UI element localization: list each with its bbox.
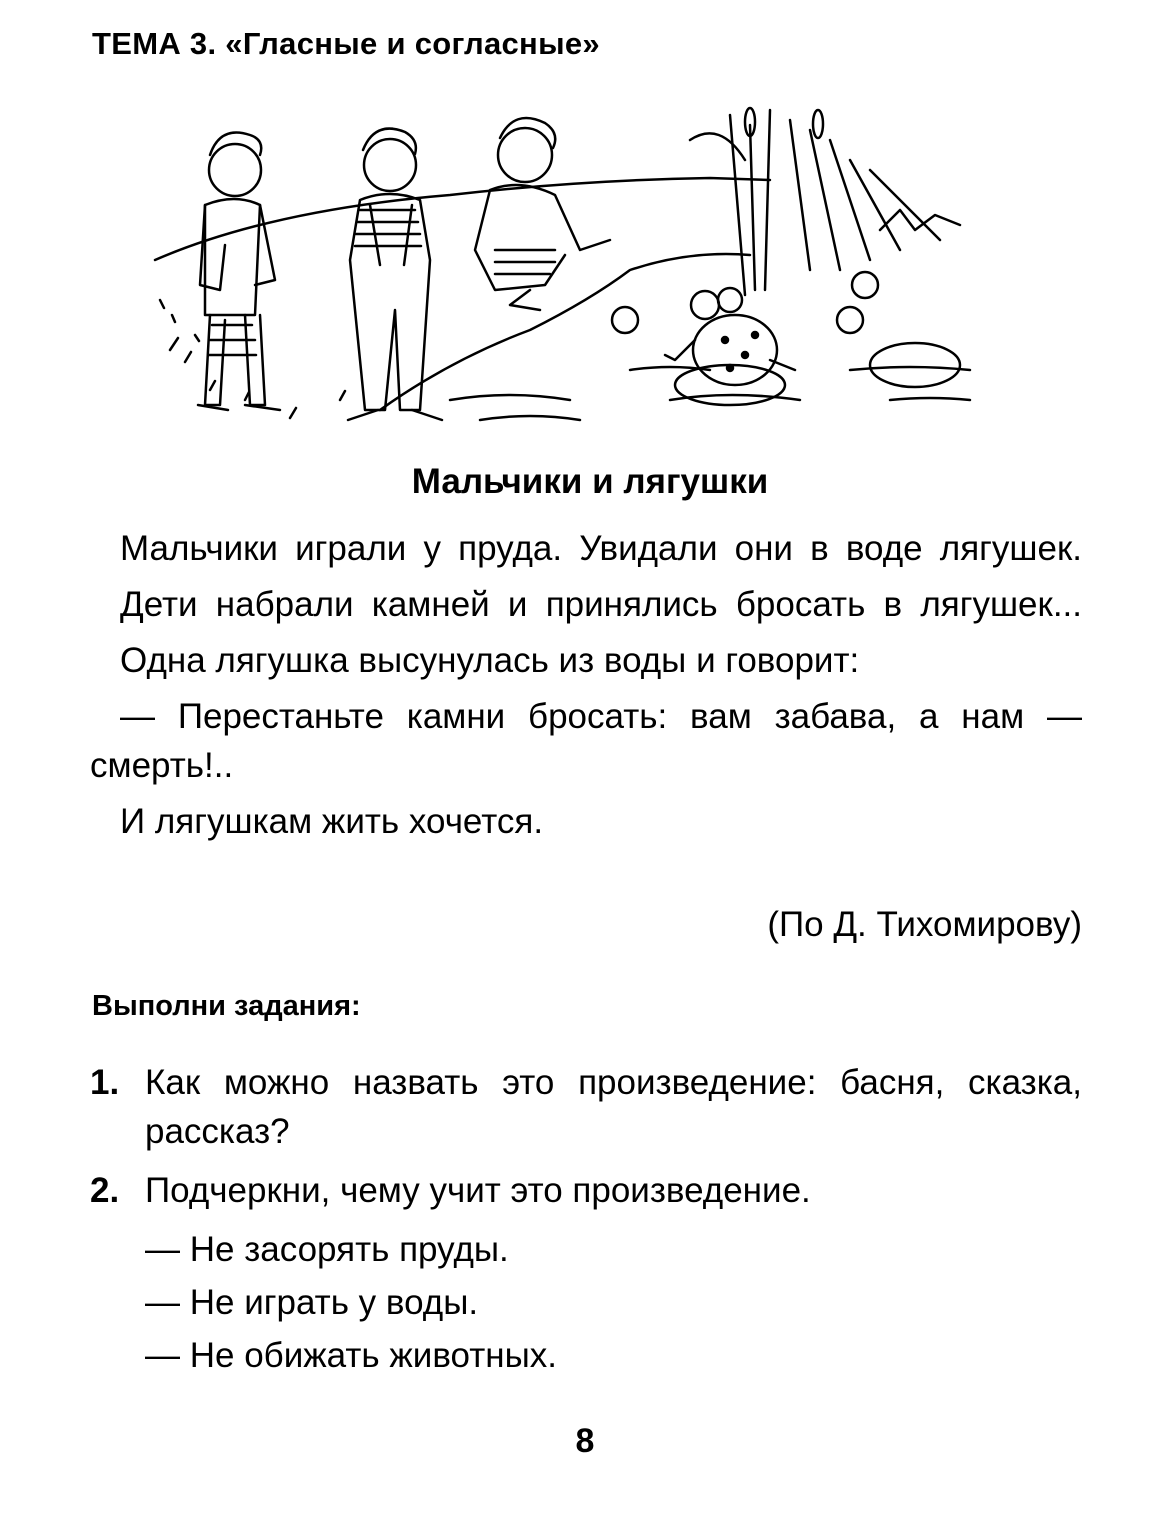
task-item: [90, 1058, 1082, 1156]
story-paragraph: Дети набрали камней и принялись бросать в лягушек...: [120, 585, 1082, 624]
frog-drawing: [665, 288, 795, 385]
boy-three-figure: [475, 118, 610, 310]
answer-option: — Не засорять пруды.: [145, 1230, 509, 1269]
task-number: 1.: [90, 1063, 120, 1102]
story-paragraph: — Перестаньте камни бросать: вам забава, а нам — смерть!..: [90, 697, 1082, 785]
boy-two-figure: [348, 129, 442, 420]
answer-option: — Не обижать животных.: [145, 1336, 557, 1375]
boy-one-figure: [198, 133, 280, 411]
reeds-drawing: [690, 108, 960, 295]
story-author: (По Д. Тихомирову): [767, 905, 1082, 944]
story-paragraph: Мальчики играли у пруда. Увидали они в воде лягушек.: [120, 529, 1082, 568]
story-text: [90, 524, 1082, 853]
story-paragraph: Одна лягушка высунулась из воды и говорит:: [120, 641, 860, 680]
answer-options: [90, 1225, 1082, 1384]
page-header: ТЕМА 3. «Гласные и согласные»: [92, 26, 600, 61]
task-text: Как можно назвать это произведение: басня, сказка, рассказ?: [145, 1063, 1082, 1151]
tasks-list: [90, 1058, 1082, 1384]
task-item: [90, 1166, 1082, 1215]
tasks-heading: Выполни задания:: [92, 990, 361, 1022]
story-title: Мальчики и лягушки: [411, 462, 769, 501]
answer-option: — Не играть у воды.: [145, 1283, 479, 1322]
story-paragraph: И лягушкам жить хочется.: [120, 802, 544, 841]
task-number: 2.: [90, 1171, 120, 1210]
boys-and-frogs-illustration: [150, 100, 1010, 445]
task-text: Подчеркни, чему учит это произведение.: [145, 1171, 811, 1210]
page-number: 8: [575, 1422, 595, 1460]
